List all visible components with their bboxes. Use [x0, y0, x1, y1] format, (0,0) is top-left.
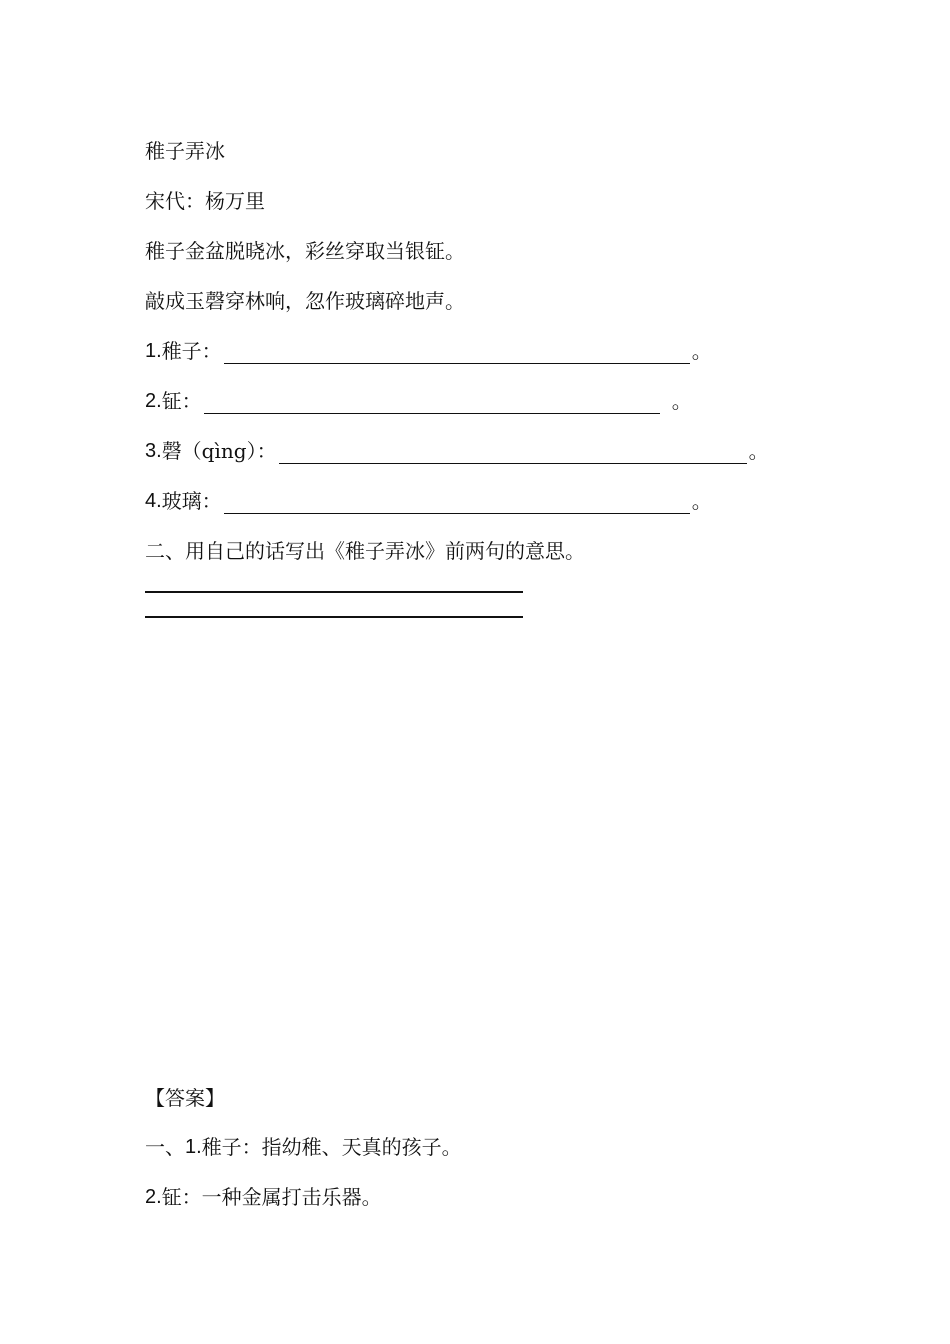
- question-2: 2. 钲： 。: [145, 389, 692, 413]
- question-3: 3. 磬（qìng）： 。: [145, 439, 769, 463]
- answer-blank-2[interactable]: [204, 391, 660, 414]
- poem-line-1: 稚子金盆脱晓冰，彩丝穿取当银钲。: [145, 239, 465, 263]
- writing-line-1[interactable]: [145, 591, 523, 593]
- answer-blank-3[interactable]: [279, 441, 747, 464]
- question-1: 1. 稚子： 。: [145, 339, 712, 363]
- poem-title: 稚子弄冰: [145, 139, 225, 163]
- answer-blank-4[interactable]: [224, 491, 690, 514]
- poem-author: 宋代：杨万里: [145, 189, 265, 213]
- answer-blank-1[interactable]: [224, 341, 690, 364]
- writing-line-2[interactable]: [145, 616, 523, 618]
- answer-1: 一、 1. 稚子：指幼稚、天真的孩子。: [145, 1135, 462, 1159]
- answer-2: 2. 钲：一种金属打击乐器。: [145, 1185, 382, 1209]
- question-4: 4. 玻璃： 。: [145, 489, 712, 513]
- poem-line-2: 敲成玉磬穿林响，忽作玻璃碎地声。: [145, 289, 465, 313]
- question-section-2: 二、用自己的话写出《稚子弄冰》前两句的意思。: [145, 539, 585, 563]
- answers-heading: 【答案】: [145, 1086, 225, 1110]
